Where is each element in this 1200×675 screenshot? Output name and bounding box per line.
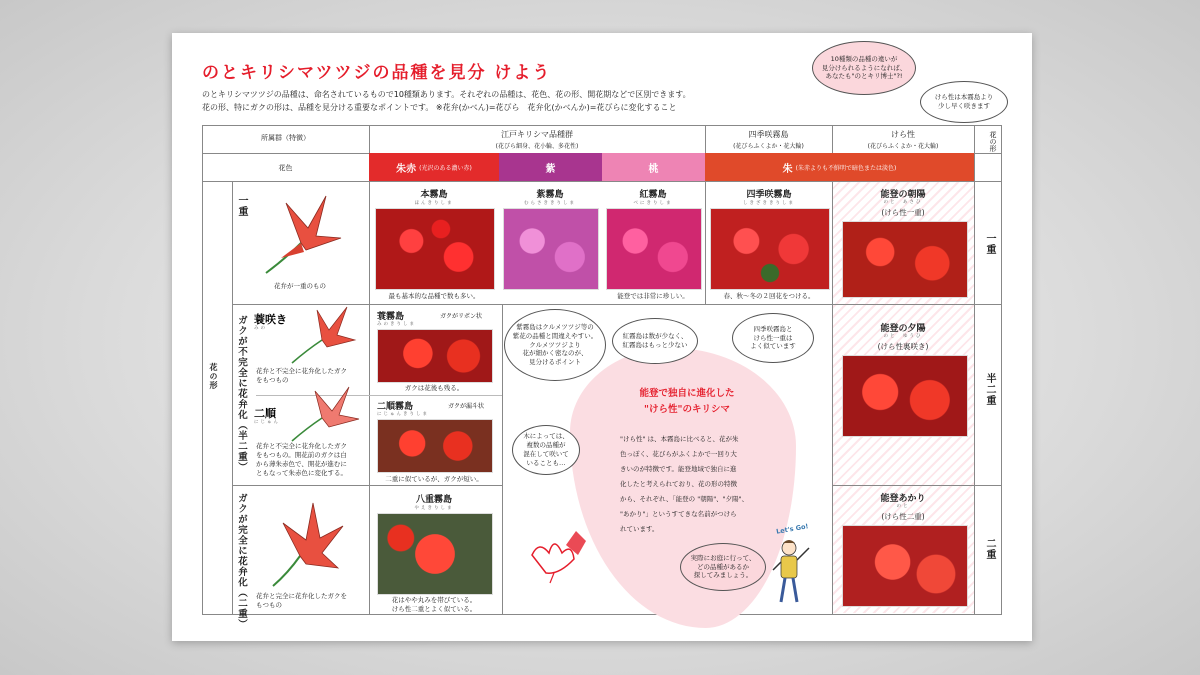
shiki-photo xyxy=(710,208,830,290)
bubble-text: 木によっては、 xyxy=(523,432,569,441)
hakase-bubble xyxy=(812,41,916,95)
feature-heading-1: 能登で独自に進化した xyxy=(639,388,735,399)
bubble-text: 紫霧島はクルメツツジ等の xyxy=(516,323,594,332)
yae-photo xyxy=(377,513,493,595)
ichie-flower-drawing xyxy=(256,188,346,278)
mino-flower-drawing xyxy=(287,305,357,365)
yuuhi-name: 能登の夕陽 xyxy=(880,324,926,334)
nijun-desc-3: から薄朱赤色で、開花が進むに xyxy=(256,460,347,468)
feature-body-3: きいのが特徴です。能登地域で独自に進 xyxy=(620,465,737,473)
hanihanka-label: ガクが不完全に花弁化（半二重） xyxy=(236,315,247,473)
asahi-photo xyxy=(842,221,968,298)
guide-character-icon xyxy=(767,538,817,608)
right-han: 半二重 xyxy=(984,373,995,406)
color-label: 朱赤 xyxy=(396,163,417,175)
nijun-cultivar-ruby: にじゅんきりしま xyxy=(377,412,429,417)
mino-desc-2: をもつもの xyxy=(256,376,289,384)
color-band-shu xyxy=(705,153,974,181)
bubble-text: 探してみましょう。 xyxy=(693,571,753,580)
color-label: 紫 xyxy=(545,163,556,175)
beni-bubble xyxy=(612,318,698,364)
color-band-momo xyxy=(602,153,705,181)
feature-body-1: "けら性" は、本霧島に比べると、花が朱 xyxy=(620,435,739,443)
akari-sub: (けら性二重) xyxy=(881,512,925,521)
intro-line-2: 花の形、特にガクの形は、品種を見分ける重要なポイントです。 ※花弁(かべん)=花びら 花弁化(かべんか)=花びらに変化すること xyxy=(202,103,677,112)
mino-ruby: みの xyxy=(254,326,267,331)
asahi-name: 能登の朝陽 xyxy=(880,190,926,200)
character-bubble xyxy=(680,543,766,591)
bubble-text: けら性は本霧島より xyxy=(934,93,994,102)
nijun-desc-2: をもつもの。開花前のガクは白 xyxy=(256,451,347,459)
bubble-text: 少し早く咲きます xyxy=(938,102,990,110)
kanzen-desc-1: 花弁と完全に花弁化したガクを xyxy=(256,592,347,600)
yuuhi-ruby: のと ゆうひ xyxy=(883,334,923,339)
feature-body-2: 色っぽく、花びらがふくよかで一回り大 xyxy=(620,450,737,458)
nijun-photo xyxy=(377,419,493,473)
murasaki-photo xyxy=(503,208,599,290)
mino-photo xyxy=(377,329,493,383)
bubble-text: 四季咲霧島と xyxy=(753,324,793,333)
right-ichie: 一重 xyxy=(984,233,995,255)
katachi-header: 花の形 xyxy=(989,131,997,152)
murasaki-ruby: むらさききりしま xyxy=(524,201,576,206)
bubble-text: いることも… xyxy=(526,458,566,467)
bubble-text: 複数の品種が xyxy=(526,441,566,450)
bubble-text: 10種類の品種の違いが xyxy=(830,54,898,63)
bubble-text: どの品種があるか xyxy=(697,562,749,571)
yae-caption-1: 花はやや丸みを帯びている。 xyxy=(391,596,477,604)
nijun-tag: ガクが漏斗状 xyxy=(448,403,485,410)
bubble-text: 紫花の品種と間違えやすい。 xyxy=(512,331,598,340)
nijun-label: 二順 xyxy=(254,407,276,420)
kera-early-bubble xyxy=(920,81,1008,123)
akari-ruby: のと xyxy=(896,504,910,509)
hon-caption: 最も基本的な品種で数も多い。 xyxy=(388,292,480,300)
mino-desc-1: 花弁と不完全に花弁化したガク xyxy=(256,367,347,375)
page-title: のとキリシマツツジの品種を見分 けよう xyxy=(202,63,552,83)
ichie-desc: 花弁が一重のもの xyxy=(274,282,326,290)
nijun-desc-1: 花弁と不完全に花弁化したガク xyxy=(256,442,347,450)
yae-ruby: やえきりしま xyxy=(414,506,454,511)
asahi-sub: (けら性一重) xyxy=(881,208,925,217)
shiki-header: 四季咲霧島 xyxy=(748,130,789,139)
shiki-caption: 春、秋〜冬の２回花をつける。 xyxy=(723,292,815,300)
feature-body-7: れています。 xyxy=(620,525,659,533)
color-band-murasaki xyxy=(499,153,602,181)
kera-sub: (花びらふくよか・花大輪) xyxy=(867,143,939,150)
yae-name: 八重霧島 xyxy=(415,495,452,505)
nijun-ruby: にじゅん xyxy=(254,420,280,425)
kanzen-flower-drawing xyxy=(258,498,348,588)
feature-body-4: 化したと考えられており、花の形の特徴 xyxy=(620,480,737,488)
nijun-caption: 二重に似ているが、ガクが短い。 xyxy=(385,475,483,483)
bubble-text: 実際にお庭に行って、 xyxy=(690,553,756,562)
bubble-text: よく似ています xyxy=(750,342,796,351)
lets-go-label: Let's Go! xyxy=(775,522,809,536)
edo-header: 江戸キリシマ品種群 xyxy=(501,130,573,139)
ki-bubble xyxy=(512,425,580,475)
bubble-text: 紅霧島は数が少なく、 xyxy=(622,332,688,341)
kanzen-label: ガクが完全に花弁化（二重） xyxy=(236,493,247,630)
nijun-desc-4: ともなって朱赤色に変化する。 xyxy=(256,469,347,477)
color-note: (朱赤よりも不鮮明で暗色または淡色) xyxy=(795,164,897,172)
bubble-text: 見分けられるようになれば、 xyxy=(821,63,907,72)
nijun-flower-drawing xyxy=(287,383,362,443)
bubble-text: 見分けるポイント xyxy=(529,358,581,367)
murasaki-bubble xyxy=(504,309,606,381)
shiki-ruby: しきざききりしま xyxy=(743,201,795,206)
kera-header: けら性 xyxy=(891,130,915,139)
edo-sub: (花びら細身、花小輪、多花性) xyxy=(495,143,579,150)
mino-label: 蓑咲き xyxy=(254,313,287,326)
bubble-text: けら性一重は xyxy=(753,333,793,342)
feature-heading-2: "けら性"のキリシマ xyxy=(644,404,730,415)
beni-ruby: べにきりしま xyxy=(633,201,673,206)
kanzen-desc-2: もつもの xyxy=(256,601,282,609)
bubble-text: 混在して咲いて xyxy=(523,450,569,458)
poster-sheet xyxy=(172,33,1032,641)
feature-body-5: から、それぞれ、「能登の "朝陽"、"夕陽"、 xyxy=(620,495,749,503)
beni-caption: 能登では非常に珍しい。 xyxy=(617,292,689,300)
shiki-sub: (花びらふくよか・花大輪) xyxy=(733,143,804,150)
ichie-label: 一重 xyxy=(236,195,247,217)
color-label: 朱 xyxy=(782,163,793,175)
bubble-text: クルメツツジより xyxy=(529,340,581,349)
yae-caption-2: けら性二重とよく似ている。 xyxy=(391,605,477,613)
group-header: 所属群（特徴） xyxy=(261,134,310,142)
bubble-text: 花が細かく密なのが、 xyxy=(522,349,588,358)
color-note: (光沢のある濃い赤) xyxy=(419,164,472,172)
shiki-bubble xyxy=(732,313,814,363)
mino-tag: ガクがリボン状 xyxy=(440,313,483,320)
akari-photo xyxy=(842,525,968,607)
hon-name: 本霧島 xyxy=(420,190,448,200)
shiki-name: 四季咲霧島 xyxy=(746,190,792,200)
color-label: 桃 xyxy=(648,163,659,175)
yuuhi-sub: (けら性裏咲き) xyxy=(877,342,929,351)
feature-body-6: "あかり"」というすてきな名前がつけら xyxy=(620,510,737,518)
hon-ruby: ほんきりしま xyxy=(414,201,454,206)
mino-cultivar-ruby: みのきりしま xyxy=(377,322,416,327)
flower-doodle-icon xyxy=(524,525,594,585)
mino-cultivar-name: 蓑霧島 xyxy=(377,312,405,322)
murasaki-name: 紫霧島 xyxy=(536,190,564,200)
right-nijuu: 二重 xyxy=(984,538,995,560)
bubble-text: あなたも"のとキリ博士"?! xyxy=(825,72,903,81)
beni-photo xyxy=(606,208,702,290)
nijun-cultivar-name: 二順霧島 xyxy=(377,402,414,412)
color-header: 花色 xyxy=(278,164,293,172)
hon-photo xyxy=(375,208,495,290)
mino-caption: ガクは花後も残る。 xyxy=(404,384,464,392)
katachi-row-label: 花の形 xyxy=(209,363,218,390)
intro-line-1: のとキリシマツツジの品種は、命名されているもので10種類あります。それぞれの品種は、花色、花の形、開花期などで区別できます。 xyxy=(202,90,691,99)
color-band-shuaka xyxy=(369,153,499,181)
yuuhi-photo xyxy=(842,355,968,437)
asahi-ruby: のと あさひ xyxy=(883,200,923,205)
beni-name: 紅霧島 xyxy=(639,190,667,200)
bubble-text: 紅霧島はもっと少ない xyxy=(622,341,688,349)
akari-name: 能登あかり xyxy=(880,494,926,504)
